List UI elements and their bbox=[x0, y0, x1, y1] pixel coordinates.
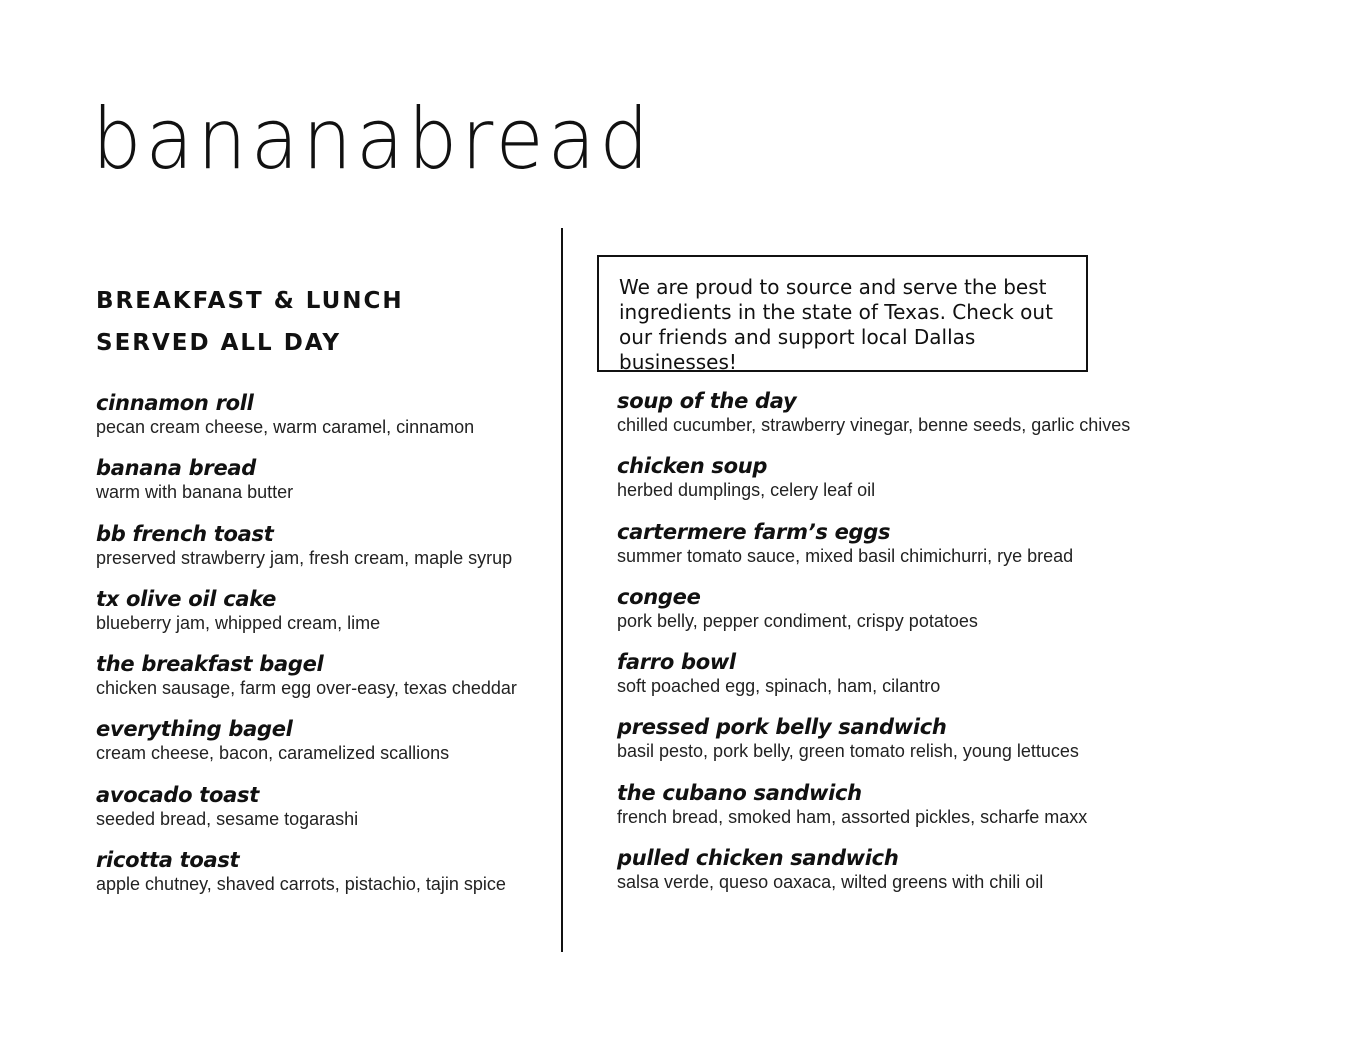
menu-item-description: salsa verde, queso oaxaca, wilted greens with chili oil bbox=[617, 872, 1044, 893]
menu-item-name: pressed pork belly sandwich bbox=[617, 715, 947, 740]
menu-item bbox=[96, 521, 616, 586]
menu-item-description: chicken sausage, farm egg over-easy, texas cheddar bbox=[96, 678, 517, 699]
menu-heading bbox=[96, 280, 404, 364]
menu-item bbox=[617, 845, 1177, 910]
menu-item-name: chicken soup bbox=[617, 454, 768, 479]
menu-item bbox=[96, 847, 616, 912]
menu-item-name: pulled chicken sandwich bbox=[617, 846, 899, 871]
menu-item-name: ricotta toast bbox=[96, 848, 240, 873]
menu-item-description: summer tomato sauce, mixed basil chimichurri, rye bread bbox=[617, 545, 1074, 566]
menu-item-description: blueberry jam, whipped cream, lime bbox=[96, 612, 381, 633]
menu-item-name: farro bowl bbox=[617, 650, 736, 675]
menu-item-name: cinnamon roll bbox=[96, 391, 254, 415]
menu-item-description: apple chutney, shaved carrots, pistachio, tajin spice bbox=[96, 874, 506, 895]
menu-item-name: avocado toast bbox=[96, 782, 259, 807]
menu-item-description: cream cheese, bacon, caramelized scallions bbox=[96, 743, 450, 764]
lunch-menu-column bbox=[617, 388, 1177, 910]
menu-item bbox=[617, 519, 1177, 584]
menu-item-name: cartermere farm’s eggs bbox=[617, 519, 891, 544]
menu-item-description: french bread, smoked ham, assorted pickles, scharfe maxx bbox=[617, 806, 1088, 827]
menu-item-description: chilled cucumber, strawberry vinegar, benne seeds, garlic chives bbox=[617, 415, 1131, 435]
menu-item bbox=[617, 584, 1177, 649]
menu-item-description: preserved strawberry jam, fresh cream, maple syrup bbox=[96, 547, 513, 568]
menu-heading-line2: SERVED ALL DAY bbox=[96, 330, 342, 356]
menu-item bbox=[96, 586, 616, 651]
menu-item-description: basil pesto, pork belly, green tomato relish, young lettuces bbox=[617, 741, 1079, 762]
menu-item bbox=[96, 716, 616, 781]
menu-item bbox=[96, 390, 616, 455]
menu-item-description: pecan cream cheese, warm caramel, cinnamon bbox=[96, 417, 475, 437]
menu-item bbox=[617, 388, 1177, 453]
menu-item-name: everything bagel bbox=[96, 717, 293, 742]
menu-item bbox=[617, 780, 1177, 845]
menu-item bbox=[617, 649, 1177, 714]
menu-item-name: congee bbox=[617, 584, 701, 609]
menu-item-name: banana bread bbox=[96, 456, 256, 481]
menu-item-name: the cubano sandwich bbox=[617, 780, 862, 805]
sourcing-notice: We are proud to source and serve the best ingredients in the state of Texas. Check out our friends and support local Dallas businesses! bbox=[597, 255, 1088, 372]
breakfast-menu-column bbox=[96, 390, 616, 912]
menu-item bbox=[96, 782, 616, 847]
menu-heading-line1: BREAKFAST & LUNCH bbox=[96, 288, 404, 314]
menu-item-description: soft poached egg, spinach, ham, cilantro bbox=[617, 676, 941, 697]
menu-item-description: warm with banana butter bbox=[96, 482, 294, 503]
menu-item bbox=[96, 455, 616, 520]
menu-item bbox=[617, 714, 1177, 779]
menu-item-name: the breakfast bagel bbox=[96, 652, 324, 677]
menu-item-name: soup of the day bbox=[617, 389, 797, 413]
menu-item bbox=[96, 651, 616, 716]
brand-logo: bananabread bbox=[92, 91, 653, 189]
menu-item bbox=[617, 453, 1177, 518]
menu-item-description: seeded bread, sesame togarashi bbox=[96, 808, 359, 829]
menu-item-name: bb french toast bbox=[96, 521, 274, 546]
menu-item-name: tx olive oil cake bbox=[96, 586, 277, 611]
menu-item-description: pork belly, pepper condiment, crispy potatoes bbox=[617, 610, 978, 631]
menu-item-description: herbed dumplings, celery leaf oil bbox=[617, 480, 876, 501]
